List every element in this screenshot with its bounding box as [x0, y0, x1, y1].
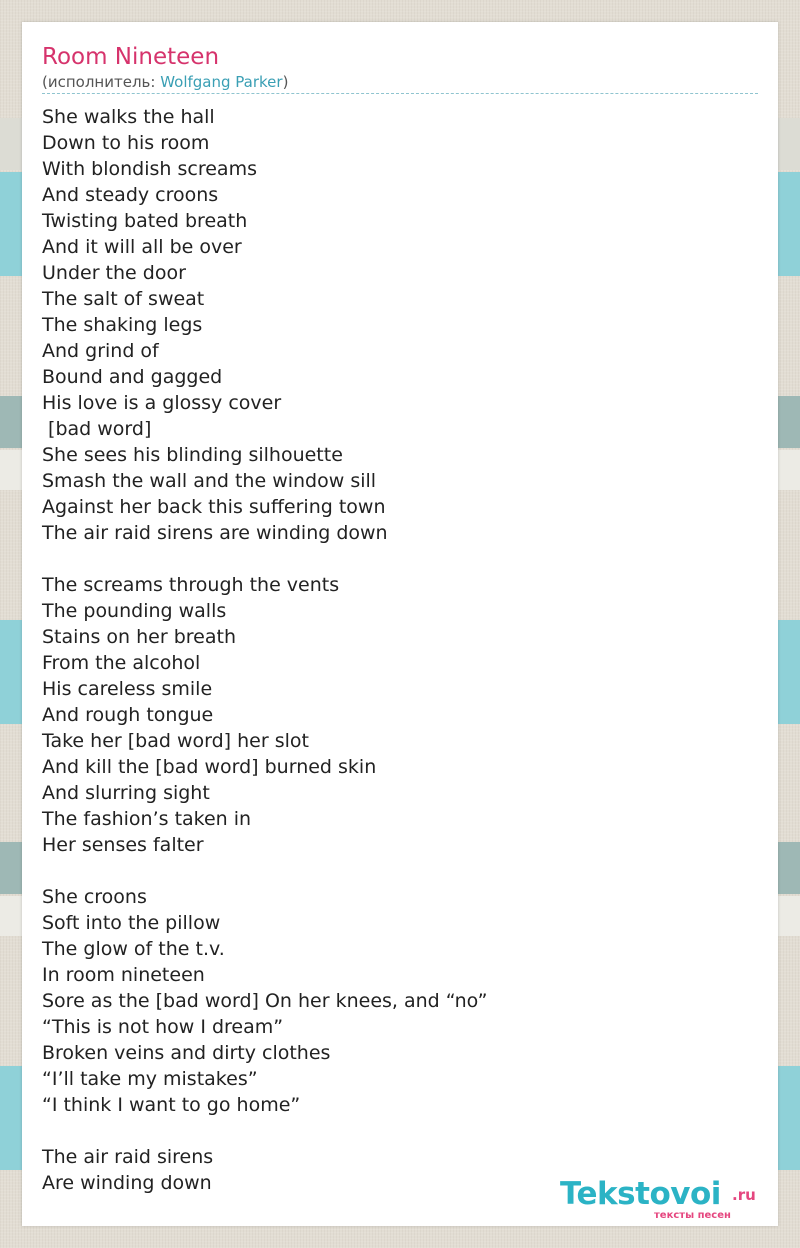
- lyric-line: “I’ll take my mistakes”: [42, 1068, 258, 1090]
- lyric-line: Are winding down: [42, 1172, 212, 1194]
- lyric-line: Down to his room: [42, 132, 210, 154]
- lyric-line: In room nineteen: [42, 964, 205, 986]
- lyric-line: The screams through the vents: [42, 574, 340, 596]
- logo-tagline: тексты песен: [654, 1210, 731, 1221]
- lyric-line: Sore as the [bad word] On her knees, and “no”: [42, 990, 488, 1012]
- lyric-line: Take her [bad word] her slot: [42, 730, 309, 752]
- lyric-line: And steady croons: [42, 184, 219, 206]
- lyric-line: And slurring sight: [42, 782, 210, 804]
- lyric-line: Her senses falter: [42, 834, 204, 856]
- lyric-line: From the alcohol: [42, 652, 201, 674]
- artist-link[interactable]: Wolfgang Parker: [160, 73, 283, 91]
- lyric-line: And grind of: [42, 340, 159, 362]
- lyric-line: The fashion’s taken in: [42, 808, 252, 830]
- stanza-break: [42, 546, 758, 572]
- lyric-line: Under the door: [42, 262, 186, 284]
- lyric-line: Stains on her breath: [42, 626, 236, 648]
- lyric-line: The salt of sweat: [42, 288, 205, 310]
- divider: [42, 93, 758, 94]
- lyric-line: Broken veins and dirty clothes: [42, 1042, 331, 1064]
- lyric-line: Twisting bated breath: [42, 210, 248, 232]
- artist-suffix: ): [282, 73, 289, 91]
- lyric-line: The air raid sirens: [42, 1146, 214, 1168]
- lyric-line: And rough tongue: [42, 704, 214, 726]
- lyrics-card: [22, 22, 778, 1226]
- logo-name: Tekstovoi: [560, 1176, 721, 1212]
- lyric-line: His love is a glossy cover: [42, 392, 282, 414]
- lyric-line: Bound and gagged: [42, 366, 223, 388]
- lyric-line: Smash the wall and the window sill: [42, 470, 377, 492]
- logo-tld: .ru: [732, 1186, 756, 1204]
- artist-line: [42, 72, 288, 92]
- lyric-line: The shaking legs: [42, 314, 203, 336]
- lyric-line: She sees his blinding silhouette: [42, 444, 343, 466]
- song-title: Room Nineteen: [42, 44, 220, 70]
- lyric-line: [bad word]: [42, 418, 152, 440]
- stanza-break: [42, 858, 758, 884]
- lyric-line: The glow of the t.v.: [42, 938, 225, 960]
- artist-prefix: (исполнитель:: [42, 73, 161, 91]
- lyric-line: “I think I want to go home”: [42, 1094, 301, 1116]
- lyric-line: And kill the [bad word] burned skin: [42, 756, 377, 778]
- lyric-line: “This is not how I dream”: [42, 1016, 284, 1038]
- lyric-line: Soft into the pillow: [42, 912, 221, 934]
- lyric-line: His careless smile: [42, 678, 213, 700]
- site-logo[interactable]: [560, 1176, 770, 1221]
- lyric-line: The pounding walls: [42, 600, 227, 622]
- lyric-line: She walks the hall: [42, 106, 215, 128]
- lyric-line: The air raid sirens are winding down: [42, 522, 388, 544]
- lyric-line: And it will all be over: [42, 236, 242, 258]
- stanza-break: [42, 1118, 758, 1144]
- lyric-line: She croons: [42, 886, 147, 908]
- lyric-line: Against her back this suffering town: [42, 496, 386, 518]
- lyrics-text: [42, 104, 758, 1196]
- lyric-line: With blondish screams: [42, 158, 257, 180]
